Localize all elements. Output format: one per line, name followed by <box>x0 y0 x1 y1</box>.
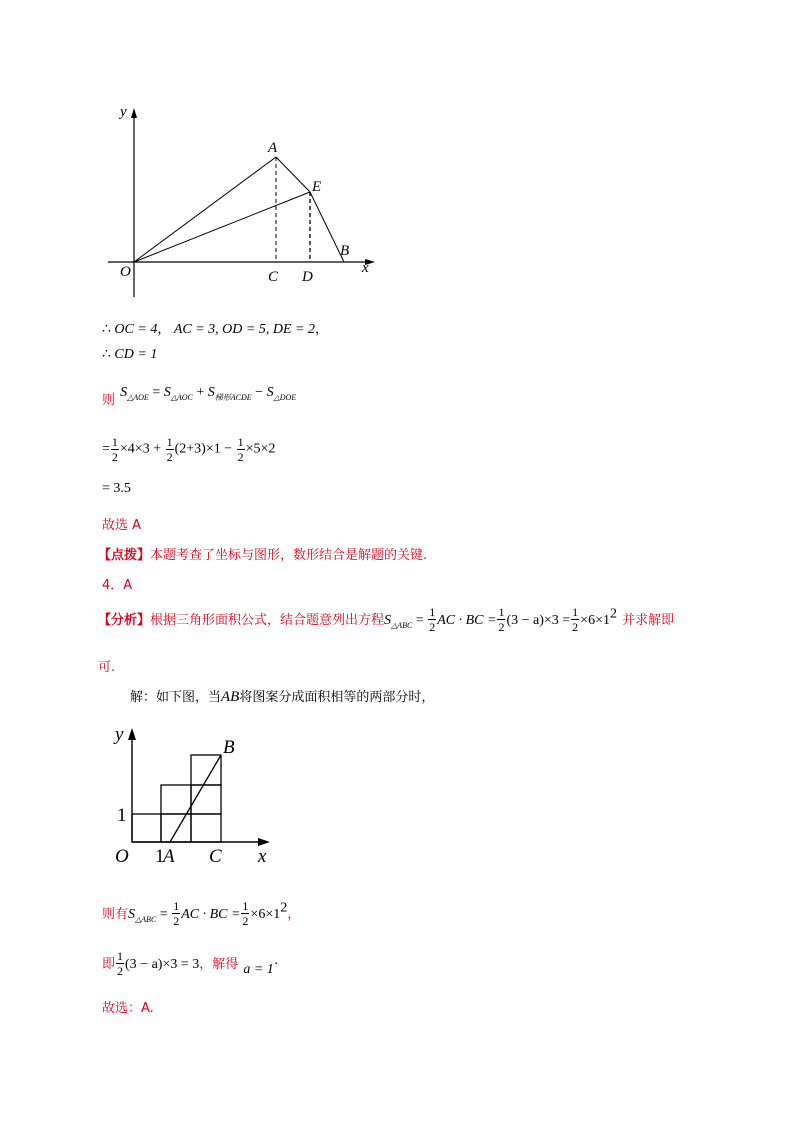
analysis-sup: 2 <box>609 606 617 622</box>
segment-ae <box>276 157 310 192</box>
result-s: $S_{\triangle ABC}$ <box>128 907 157 924</box>
solution-prefix: 解：如下图，当 <box>130 690 222 705</box>
analysis-tag: 【分析】 <box>98 613 151 628</box>
step-line-1 <box>102 318 328 338</box>
step-expr-lengths: AC = 3, OD = 5, DE = 2 <box>173 322 315 337</box>
step-end: ， <box>314 322 328 337</box>
label-one-x: 1 <box>155 846 165 867</box>
analysis-expr: (3 − a)×3 = <box>506 613 571 628</box>
minus-sign: − <box>251 385 267 400</box>
grid-square-2 <box>161 814 191 842</box>
analysis-end: ×6×1 <box>580 613 610 628</box>
label-a-1: A <box>268 140 278 156</box>
label-b-1: B <box>340 243 350 259</box>
label-b-2: B <box>223 737 235 758</box>
y-arrow-1 <box>131 108 137 118</box>
fraction-half-2: $\frac{1}{2}$ <box>166 435 173 464</box>
label-y-1: y <box>120 104 127 120</box>
result-comma: ， <box>287 907 301 922</box>
result-half-1: $\frac{1}{2}$ <box>173 899 180 928</box>
calc-part-2: (2+3)×1 − <box>174 441 233 457</box>
segment-ab <box>170 755 221 842</box>
step-line-5: = 3.5 <box>102 481 131 496</box>
calc-part-3: ×5×2 <box>245 441 276 457</box>
area-aoe: $S_{\triangle AOE}$ <box>120 385 149 402</box>
label-c-1: C <box>268 269 279 285</box>
grid-square-4 <box>161 785 191 814</box>
solve-answer: a = 1 <box>243 962 274 977</box>
step-expr-cd: CD = 1 <box>114 347 158 362</box>
area-aoc: $S_{\triangle AOC}$ <box>163 385 193 402</box>
tip-text: 本题考查了坐标与图形，数形结合是解题的关键. <box>150 548 428 563</box>
solution-intro <box>130 686 434 706</box>
solve-dot: · <box>273 957 279 972</box>
solve-mid: ，解得 <box>199 957 239 972</box>
segment-oe <box>134 192 310 262</box>
result-prefix: 则有 <box>102 907 129 922</box>
step-line-3 <box>102 381 297 408</box>
segment-oa <box>134 157 276 262</box>
label-e-1: E <box>312 179 322 195</box>
eq-sign-2: = <box>102 441 110 457</box>
solve-expr: (3 − a)×3 = 3 <box>125 957 200 972</box>
tip-tag: 【点拨】 <box>98 548 151 563</box>
solve-prefix: 即 <box>102 957 116 972</box>
fraction-half-1: $\frac{1}{2}$ <box>111 435 118 464</box>
solution-ab: AB <box>221 689 240 705</box>
coordinate-figure-2 <box>110 720 280 870</box>
eq-sign: = <box>148 385 164 400</box>
result-eq: = <box>156 907 172 922</box>
grid-square-3 <box>191 814 221 842</box>
coordinate-figure-1 <box>100 100 390 300</box>
label-c-2: C <box>209 846 222 867</box>
result-half-2: $\frac{1}{2}$ <box>242 899 249 928</box>
solve-half: $\frac{1}{2}$ <box>117 949 124 978</box>
result-mid: AC · BC = <box>181 907 241 922</box>
label-y-2: y <box>115 724 124 745</box>
calc-part-1: ×4×3 + <box>119 441 162 457</box>
label-x-1: x <box>362 260 369 276</box>
analysis-text: 根据三角形面积公式，结合题意列出方程 <box>150 613 385 628</box>
label-one-y: 1 <box>117 805 127 826</box>
then-word: 则 <box>102 393 116 408</box>
therefore-symbol-2: ∴ <box>102 347 111 362</box>
analysis-line <box>98 606 674 633</box>
area-doe: $S_{\triangle DOE}$ <box>266 385 297 402</box>
x-arrow-2 <box>258 838 270 846</box>
result-line <box>102 900 300 927</box>
fraction-half-3: $\frac{1}{2}$ <box>237 435 244 464</box>
step-line-4 <box>102 436 275 463</box>
result-end: ×6×1 <box>250 907 281 922</box>
solution-suffix: 将图案分成面积相等的两部分时， <box>239 690 435 705</box>
step-sep: ， <box>157 322 171 337</box>
grid-square-1 <box>132 814 161 842</box>
label-x-2: x <box>258 846 267 867</box>
analysis-half-1: $\frac{1}{2}$ <box>429 605 436 634</box>
result-sup: 2 <box>280 900 288 916</box>
label-o-1: O <box>120 264 131 280</box>
analysis-half-2: $\frac{1}{2}$ <box>498 605 505 634</box>
area-trapezoid: $S_{梯形ACDE}$ <box>207 385 252 402</box>
label-o-2: O <box>115 846 129 867</box>
step-line-2 <box>102 346 157 363</box>
choice-answer-2: 故选：A. <box>102 1001 154 1016</box>
step-expr-oc: OC = 4 <box>114 322 158 337</box>
choice-answer-1: 故选 A <box>102 518 142 533</box>
label-a-2: A <box>163 846 175 867</box>
analysis-ac-bc: AC · BC = <box>437 613 497 628</box>
analysis-eq: = <box>412 613 428 628</box>
question-4-label: 4．A <box>102 578 133 593</box>
segment-eb <box>310 192 344 262</box>
analysis-formula-s: $S_{\triangle ABC}$ <box>384 613 413 630</box>
analysis-wrap: 可. <box>98 660 116 675</box>
solve-line <box>102 950 278 977</box>
analysis-tail: 并求解即 <box>622 613 675 628</box>
tip-line <box>98 544 427 563</box>
plus-sign: + <box>192 385 208 400</box>
analysis-half-3: $\frac{1}{2}$ <box>572 605 579 634</box>
label-d-1: D <box>302 269 313 285</box>
therefore-symbol: ∴ <box>102 322 111 337</box>
y-arrow-2 <box>128 728 136 740</box>
